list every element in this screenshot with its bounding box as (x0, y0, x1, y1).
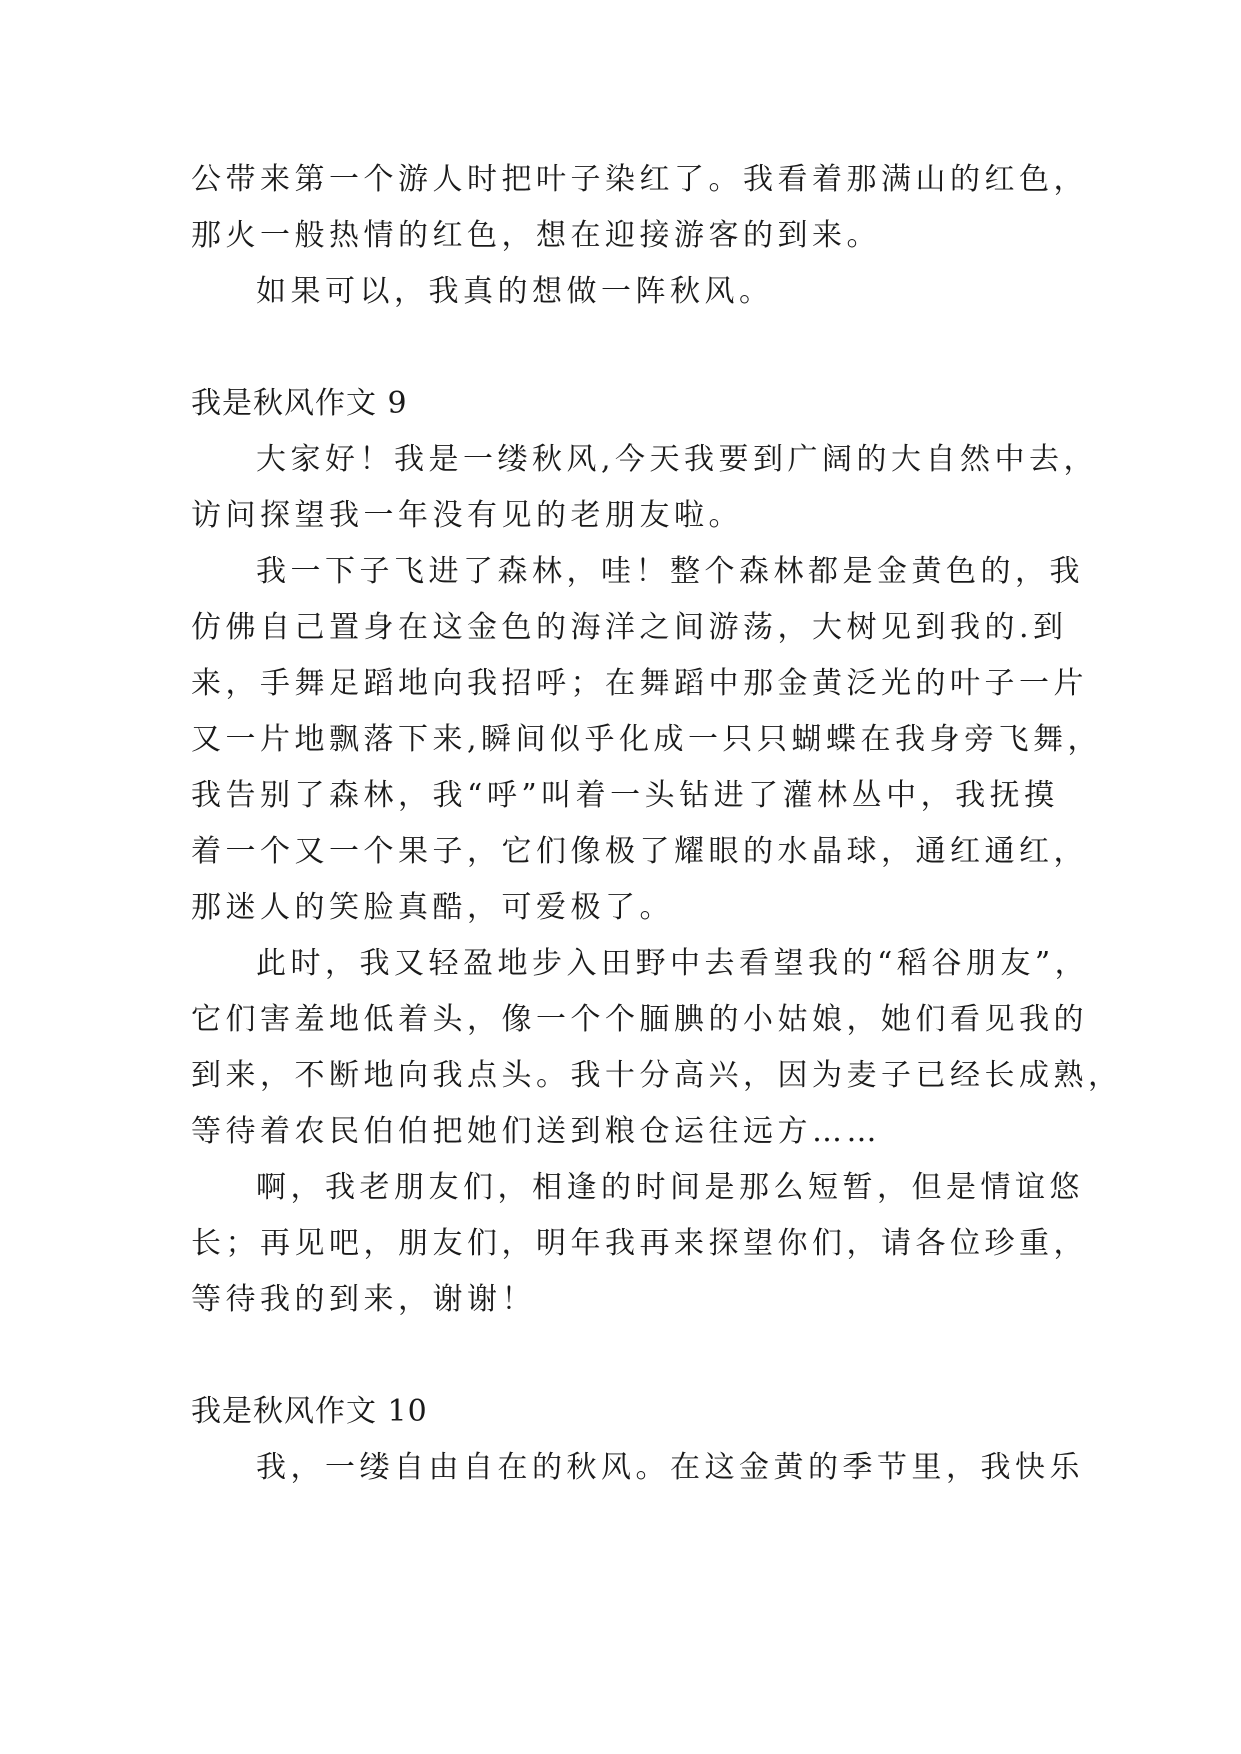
text-line: 大家好！我是一缕秋风,今天我要到广阔的大自然中去， (256, 442, 1099, 477)
text-line: 我，一缕自由自在的秋风。在这金黄的季节里，我快乐 (256, 1450, 1084, 1485)
text-line: 此时，我又轻盈地步入田野中去看望我的“稻谷朋友”， (256, 946, 1090, 981)
section-gap (191, 320, 1061, 376)
section-gap (191, 1328, 1061, 1384)
text-line: 啊，我老朋友们，相逢的时间是那么短暂，但是情谊悠 (256, 1170, 1084, 1205)
text-line: 来，手舞足蹈地向我招呼；在舞蹈中那金黄泛光的叶子一片 (191, 666, 1088, 701)
section-title: 我是秋风作文 9 (191, 386, 408, 421)
text-line: 那迷人的笑脸真酷，可爱极了。 (191, 890, 674, 925)
text-line: 等待我的到来，谢谢！ (191, 1282, 536, 1317)
text-line: 我一下子飞进了森林，哇！整个森林都是金黄色的，我 (256, 554, 1084, 589)
text-line: 着一个又一个果子，它们像极了耀眼的水晶球，通红通红， (191, 834, 1088, 869)
text-line: 访问探望我一年没有见的老朋友啦。 (191, 498, 743, 533)
text-line: 长；再见吧，朋友们，明年我再来探望你们，请各位珍重， (191, 1226, 1088, 1261)
document-page (191, 152, 1123, 1496)
text-line: 如果可以，我真的想做一阵秋风。 (256, 274, 774, 309)
text-line: 它们害羞地低着头，像一个个腼腆的小姑娘，她们看见我的 (191, 1002, 1088, 1037)
text-line: 公带来第一个游人时把叶子染红了。我看着那满山的红色， (191, 162, 1088, 197)
text-line: 那火一般热情的红色，想在迎接游客的到来。 (191, 218, 881, 253)
section-title: 我是秋风作文 10 (191, 1394, 428, 1429)
text-line: 我告别了森林，我“呼”叫着一头钻进了灌林丛中，我抚摸 (191, 778, 1059, 813)
text-line: 又一片地飘落下来,瞬间似乎化成一只只蝴蝶在我身旁飞舞， (191, 722, 1103, 757)
text-line: 仿佛自己置身在这金色的海洋之间游荡，大树见到我的.到 (191, 610, 1068, 645)
text-line: 到来，不断地向我点头。我十分高兴，因为麦子已经长成熟， (191, 1058, 1123, 1093)
text-line: 等待着农民伯伯把她们送到粮仓运往远方…… (191, 1114, 881, 1149)
